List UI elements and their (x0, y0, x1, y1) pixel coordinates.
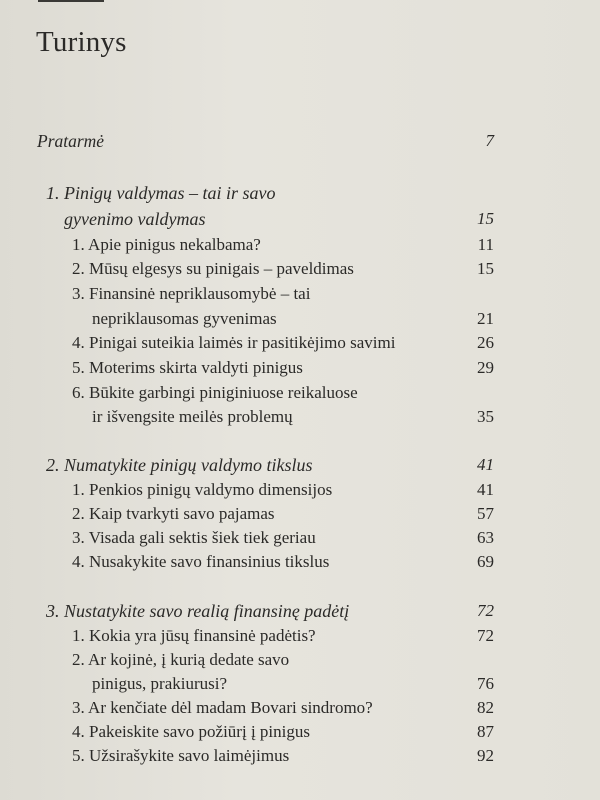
toc-entry-label: 1. Kokia yra jūsų finansinė padėtis? (72, 626, 316, 645)
toc-entry-label: 2. Kaip tvarkyti savo pajamas (72, 504, 275, 523)
toc-entry-page: 82 (477, 698, 494, 717)
toc-entry-label: 1. Pinigų valdymas – tai ir savo (46, 183, 276, 203)
toc-entry-label: Pratarmė (37, 131, 105, 151)
toc-entry-label: 2. Numatykite pinigų valdymo tikslus (46, 455, 313, 475)
toc-entry-page: 57 (477, 504, 494, 523)
toc-entry-label: 1. Apie pinigus nekalbama? (72, 235, 261, 254)
page-title: Turinys (36, 26, 127, 58)
toc-entry-label: 4. Pinigai suteikia laimės ir pasitikėjimo savimi (72, 333, 396, 352)
toc-entry-page: 76 (477, 674, 494, 693)
toc-entry-page: 21 (477, 309, 494, 328)
toc-entry-label: 3. Nustatykite savo realią finansinę padėtį (46, 601, 350, 621)
toc-entry-page: 35 (477, 407, 494, 426)
toc-entry-page: 72 (477, 601, 494, 620)
toc-entry-page: 15 (477, 209, 494, 228)
toc-entry-page: 92 (477, 746, 494, 765)
toc-entry-label: 4. Nusakykite savo finansinius tikslus (72, 552, 330, 571)
toc-entry-page: 41 (477, 455, 494, 474)
top-rule (38, 0, 104, 2)
toc-entry-label: 3. Finansinė nepriklausomybė – tai (72, 284, 311, 303)
toc-entry-label: 1. Penkios pinigų valdymo dimensijos (72, 480, 333, 499)
toc-entry-label: 4. Pakeiskite savo požiūrį į pinigus (72, 722, 310, 741)
toc-entry-label: 3. Visada gali sektis šiek tiek geriau (72, 528, 316, 547)
toc-entry-label: 5. Moterims skirta valdyti pinigus (72, 358, 303, 377)
toc-entry-label: gyvenimo valdymas (64, 209, 206, 229)
toc-entry-page: 7 (485, 131, 494, 150)
toc-entry-label: ir išvengsite meilės problemų (92, 407, 293, 426)
toc-entry-page: 26 (477, 333, 494, 352)
toc-entry-page: 63 (477, 528, 494, 547)
toc-entry-label: 5. Užsirašykite savo laimėjimus (72, 746, 290, 765)
toc-entry-label: 3. Ar kenčiate dėl madam Bovari sindromo? (72, 698, 373, 717)
toc-entry-label: pinigus, prakiurusi? (92, 674, 228, 693)
toc-entry-page: 87 (477, 722, 494, 741)
toc-entry-page: 11 (477, 235, 494, 254)
toc-entry-page: 69 (477, 552, 494, 571)
toc-entry-label: nepriklausomas gyvenimas (92, 309, 277, 328)
toc-entry-label: 2. Ar kojinė, į kurią dedate savo (72, 650, 290, 669)
toc-entry-page: 72 (477, 626, 494, 645)
toc-entry-label: 6. Būkite garbingi piniginiuose reikaluose (72, 383, 358, 402)
toc-entry-page: 15 (477, 259, 494, 278)
toc-entry-page: 29 (477, 358, 494, 377)
toc-entry-page: 41 (477, 480, 494, 499)
toc-entry-label: 2. Mūsų elgesys su pinigais – paveldimas (72, 259, 354, 278)
